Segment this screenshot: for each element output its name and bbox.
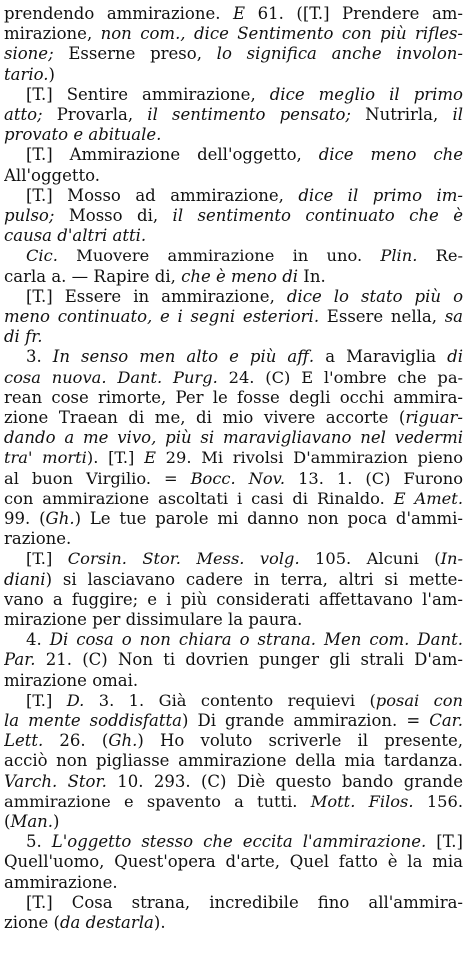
italic-text: Gh. bbox=[108, 731, 138, 751]
text: rean cose rimorte, Per le fosse degli occhi ammira- bbox=[4, 387, 463, 407]
text: ammirazione. bbox=[4, 872, 118, 892]
text-line bbox=[4, 911, 463, 935]
text: Quell'uomo, Quest'opera d'arte, Quel fatto è la mia bbox=[4, 852, 463, 872]
text: 156. bbox=[413, 791, 463, 811]
italic-text: meno continuato, e i segni esteriori. bbox=[4, 307, 320, 326]
text: ) si lasciavano cadere in terra, altri si mette- bbox=[45, 569, 463, 589]
text: Nutrirla, bbox=[350, 105, 453, 124]
italic-text: L'oggetto stesso che eccita l'ammirazione. bbox=[51, 832, 427, 852]
text: vano a fuggire; e i più considerati affettavano l'am- bbox=[4, 589, 463, 609]
italic-text: E Amet. bbox=[393, 488, 463, 508]
dictionary-page bbox=[4, 4, 463, 974]
text: 3. 1. Già contento requievi ( bbox=[84, 690, 376, 710]
italic-text: provato e abituale. bbox=[4, 125, 162, 145]
text: zione Traean di me, di mio vivere accorte ( bbox=[4, 408, 406, 427]
italic-text: il bbox=[452, 105, 463, 124]
text: In. bbox=[298, 266, 326, 286]
text: carla a. — Rapire di, bbox=[4, 266, 182, 286]
italic-text: In senso men alto e più aff. bbox=[52, 347, 315, 367]
text: [T.] Ammirazione dell'oggetto, bbox=[26, 145, 319, 165]
italic-text: dice lo stato più o bbox=[286, 286, 463, 306]
text: [T.] bbox=[426, 832, 463, 852]
text: ) Ho voluto scriverle il presente, bbox=[137, 731, 463, 751]
text: 21. (C) Non ti dovrien punger gli strali D'am- bbox=[35, 650, 463, 670]
text: 61. ([T.] Prendere am- bbox=[245, 4, 463, 23]
text: a Maraviglia bbox=[314, 347, 448, 367]
italic-text: Par. bbox=[4, 650, 36, 670]
italic-text: il sentimento continuato che è bbox=[172, 206, 463, 225]
text: 3. bbox=[26, 347, 53, 367]
text: [T.] Cosa strana, incredibile fino all'ammira- bbox=[26, 892, 463, 912]
text: ) bbox=[53, 812, 60, 831]
italic-text: E bbox=[233, 4, 246, 23]
text: Esserne preso, bbox=[53, 44, 217, 64]
text: All'oggetto. bbox=[4, 165, 100, 185]
italic-text: Plin. bbox=[380, 246, 418, 266]
text: 99. ( bbox=[4, 509, 46, 528]
text: 29. Mi rivolsi D'ammirazion pieno bbox=[155, 448, 463, 468]
italic-text: Bocc. Nov. bbox=[190, 468, 286, 488]
text: 26. ( bbox=[43, 731, 109, 751]
italic-text: Car. bbox=[429, 711, 463, 730]
text: ( bbox=[4, 812, 11, 831]
italic-text: sa bbox=[444, 307, 463, 326]
text: mirazione, bbox=[4, 24, 101, 44]
text: con ammirazione ascoltati i casi di Rinaldo. bbox=[4, 488, 394, 508]
text: 24. (C) E l'ombre che pa- bbox=[217, 367, 463, 387]
text: 5. bbox=[26, 832, 52, 852]
text: Muovere ammirazione in uno. bbox=[57, 246, 381, 266]
italic-text: E bbox=[144, 448, 156, 468]
text: prendendo ammirazione. bbox=[4, 4, 234, 23]
text: ). [T.] bbox=[86, 448, 145, 468]
italic-text: Gh. bbox=[45, 509, 75, 528]
text: [T.] bbox=[26, 549, 68, 569]
italic-text: Cic. bbox=[26, 246, 58, 266]
italic-text: il sentimento pensato; bbox=[147, 105, 351, 124]
italic-text: Varch. Stor. bbox=[4, 771, 107, 791]
text: 10. 293. (C) Diè questo bando grande bbox=[106, 771, 463, 791]
text: Essere nella, bbox=[319, 307, 445, 326]
text: ammirazione e spavento a tutti. bbox=[4, 791, 311, 811]
italic-text: Lett. bbox=[4, 731, 44, 751]
italic-text: Mott. Filos. bbox=[310, 791, 414, 811]
italic-text: diani bbox=[4, 569, 46, 589]
italic-text: sione; bbox=[4, 44, 54, 64]
text: 105. Alcuni ( bbox=[299, 549, 441, 569]
text: Provarla, bbox=[42, 105, 148, 124]
text: 13. 1. (C) Furono bbox=[285, 468, 463, 488]
italic-text: da destarla bbox=[59, 913, 154, 932]
italic-text: tra' morti bbox=[4, 448, 87, 468]
text: 4. bbox=[26, 630, 50, 650]
italic-text: causa d'altri atti. bbox=[4, 226, 147, 246]
italic-text: la mente soddisfatta bbox=[4, 711, 182, 730]
text: Re- bbox=[417, 246, 463, 266]
italic-text: dando a me vivo, più si maravigliavano nel vedermi bbox=[4, 428, 463, 448]
italic-text: atto; bbox=[4, 105, 43, 124]
italic-text: di fr. bbox=[4, 327, 43, 347]
italic-text: posai con bbox=[375, 690, 463, 710]
italic-text: D. bbox=[66, 690, 85, 710]
text: ) Le tue parole mi danno non poca d'ammi- bbox=[74, 509, 463, 528]
text: razione. bbox=[4, 529, 72, 549]
italic-text: lo significa anche involon- bbox=[216, 44, 463, 64]
text: ) Di grande ammirazion. = bbox=[181, 711, 430, 730]
italic-text: riguar- bbox=[405, 408, 463, 427]
italic-text: tario. bbox=[4, 64, 49, 84]
italic-text: Man. bbox=[10, 812, 54, 831]
italic-text: In- bbox=[440, 549, 463, 569]
text: acciò non pigliasse ammirazione della mia tardanza. bbox=[4, 751, 463, 771]
italic-text: pulso; bbox=[4, 206, 55, 225]
italic-text: Di cosa o non chiara o strana. Men com. Dant. bbox=[49, 630, 463, 650]
italic-text: di bbox=[447, 347, 463, 367]
text: zione ( bbox=[4, 913, 60, 932]
text: [T.] Mosso ad ammirazione, bbox=[26, 185, 299, 205]
italic-text: Corsin. Stor. Mess. volg. bbox=[67, 549, 300, 569]
italic-text: dice il primo im- bbox=[298, 185, 463, 205]
text: ) bbox=[48, 64, 55, 84]
text: mirazione per dissimulare la paura. bbox=[4, 610, 303, 629]
text: ). bbox=[153, 913, 166, 932]
text: [T.] Essere in ammirazione, bbox=[26, 286, 287, 306]
text: al buon Virgilio. = bbox=[4, 468, 191, 488]
italic-text: che è meno di bbox=[181, 266, 299, 286]
text: [T.] bbox=[26, 690, 67, 710]
italic-text: non com., dice Sentimento con più rifles- bbox=[100, 24, 463, 44]
text: Mosso di, bbox=[54, 206, 173, 225]
text: [T.] Sentire ammirazione, bbox=[26, 84, 270, 104]
text: mirazione omai. bbox=[4, 670, 139, 690]
italic-text: dice meglio il primo bbox=[269, 84, 463, 104]
italic-text: dice meno che bbox=[318, 145, 463, 165]
italic-text: cosa nuova. Dant. Purg. bbox=[4, 367, 218, 387]
